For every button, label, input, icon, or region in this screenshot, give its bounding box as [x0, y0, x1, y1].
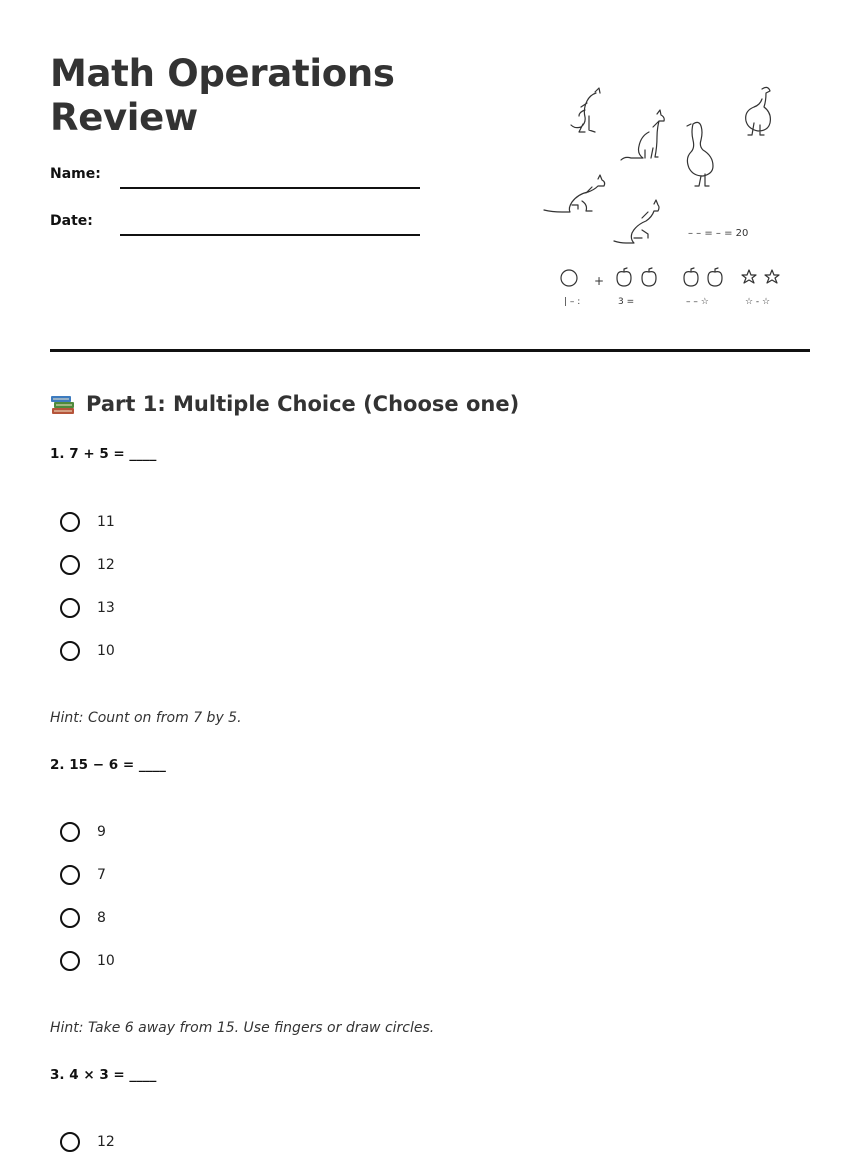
kangaroo-icon — [621, 110, 664, 160]
option-label: 13 — [97, 600, 115, 616]
option-label: 11 — [97, 514, 115, 530]
option-label: 9 — [97, 824, 106, 840]
question-2-option-2[interactable] — [60, 862, 106, 888]
radio-button[interactable] — [60, 555, 80, 575]
date-label: Date: — [50, 213, 93, 229]
star-icon — [765, 270, 779, 283]
star-icon — [742, 270, 756, 283]
kangaroo-icon — [614, 200, 659, 243]
question-1-option-2[interactable] — [60, 552, 115, 578]
question-2-option-1[interactable] — [60, 819, 106, 845]
question-3-prompt: 3. 4 × 3 = ____ — [50, 1067, 157, 1083]
title-line-1: Math Operations — [50, 52, 395, 95]
apple-icon — [684, 268, 698, 286]
question-2-option-3[interactable] — [60, 905, 106, 931]
illustration-equation: – – = – = 20 — [688, 228, 749, 239]
date-field[interactable] — [120, 234, 420, 236]
radio-button[interactable] — [60, 641, 80, 661]
radio-button[interactable] — [60, 951, 80, 971]
question-1-prompt: 1. 7 + 5 = ____ — [50, 446, 157, 462]
plus-sign: + — [594, 274, 605, 288]
question-1-option-4[interactable] — [60, 638, 115, 664]
name-label: Name: — [50, 166, 101, 182]
header-divider — [50, 349, 810, 352]
option-label: 12 — [97, 557, 115, 573]
title-line-2: Review — [50, 96, 198, 139]
question-3-option-1[interactable] — [60, 1129, 115, 1155]
question-2-hint: Hint: Take 6 away from 15. Use fingers or draw circles. — [50, 1020, 435, 1036]
radio-button[interactable] — [60, 512, 80, 532]
math-animals-illustration — [540, 80, 800, 320]
illustration-row2-b: 3 = — [618, 297, 635, 307]
option-label: 8 — [97, 910, 106, 926]
illustration-row2-c: – – ☆ — [686, 297, 709, 307]
radio-button[interactable] — [60, 822, 80, 842]
apple-icon — [708, 268, 722, 286]
section-title: Part 1: Multiple Choice (Choose one) — [86, 392, 520, 416]
illustration-row2-a: | – : — [564, 297, 581, 307]
option-label: 12 — [97, 1134, 115, 1150]
radio-button[interactable] — [60, 908, 80, 928]
books-icon — [50, 391, 76, 417]
emu-icon — [687, 122, 713, 186]
illustration-row2-d: ☆ - ☆ — [745, 297, 771, 307]
page-title — [50, 52, 395, 140]
question-1-option-1[interactable] — [60, 509, 115, 535]
name-field[interactable] — [120, 187, 420, 189]
question-1-hint: Hint: Count on from 7 by 5. — [50, 710, 242, 726]
radio-button[interactable] — [60, 865, 80, 885]
kangaroo-icon — [571, 88, 600, 132]
option-label: 7 — [97, 867, 106, 883]
radio-button[interactable] — [60, 1132, 80, 1152]
radio-button[interactable] — [60, 598, 80, 618]
section-heading — [50, 388, 519, 420]
question-2-option-4[interactable] — [60, 948, 115, 974]
question-1-option-3[interactable] — [60, 595, 115, 621]
option-label: 10 — [97, 643, 115, 659]
apple-icon — [642, 268, 656, 286]
kangaroo-icon — [544, 175, 605, 212]
question-2-prompt: 2. 15 − 6 = ____ — [50, 757, 166, 773]
emu-icon — [746, 87, 771, 135]
option-label: 10 — [97, 953, 115, 969]
apple-icon — [617, 268, 631, 286]
circle-icon — [561, 270, 577, 286]
